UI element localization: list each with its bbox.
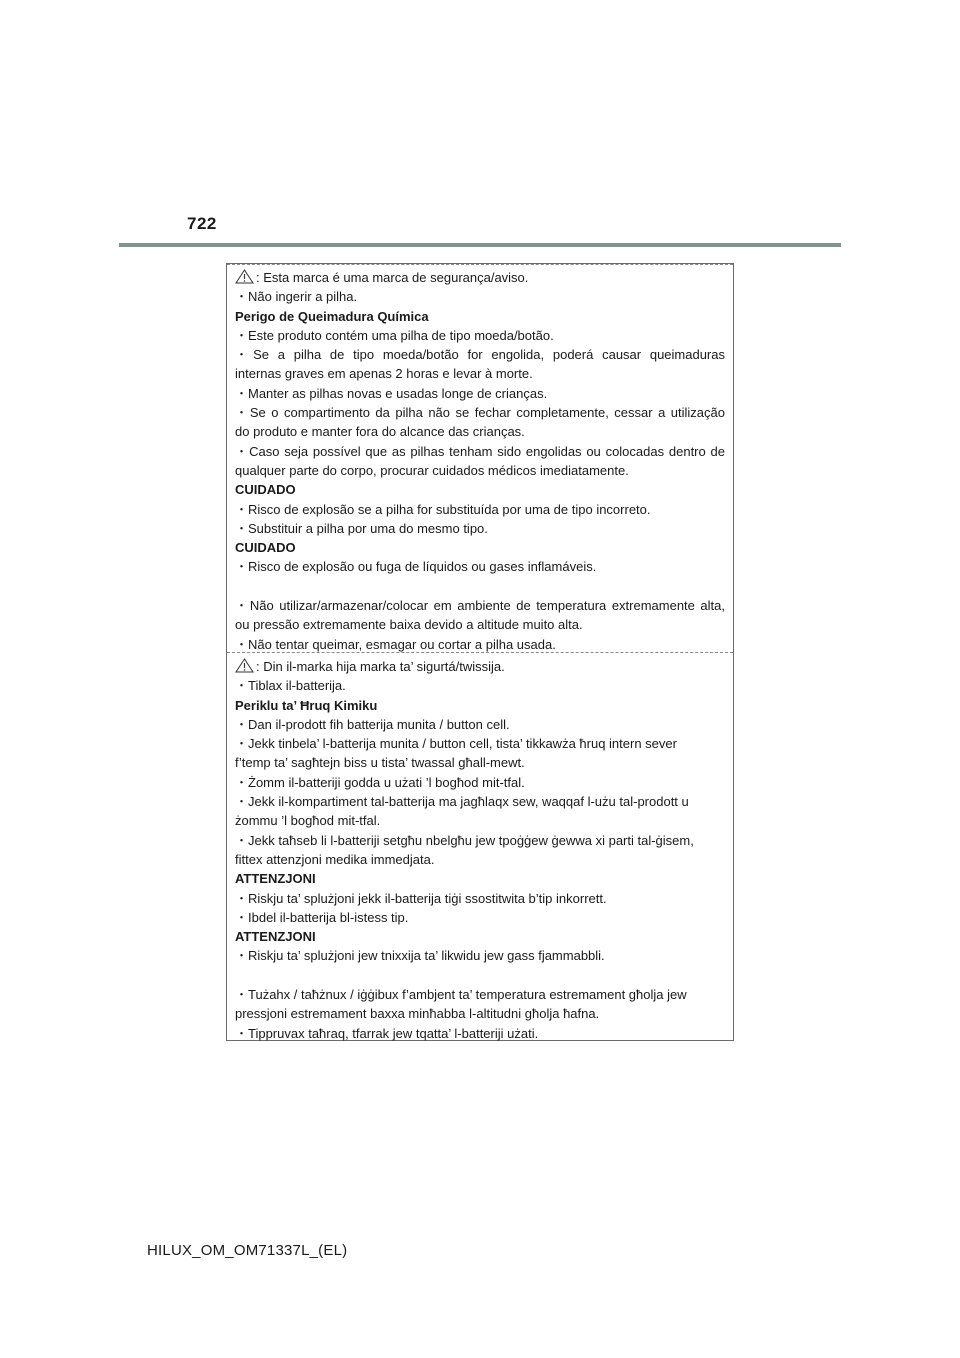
attention-heading: ATTENZJONI: [235, 871, 316, 887]
bullet-line: ・Não utilizar/armazenar/colocar em ambiente de temperatura extremamente alta,: [235, 598, 725, 614]
bullet-line: ・Tużahx / taħżnux / iġġibux f’ambjent ta’ temperatura estremament għolja jew: [235, 987, 687, 1003]
bullet-line: ・Żomm il-batteriji godda u użati ’l bogħod mit-tfal.: [235, 774, 525, 790]
bullet-line: ・Risco de explosão ou fuga de líquidos ou gases inflamáveis.: [235, 559, 597, 575]
blank-line: [235, 577, 725, 596]
bullet-line: ・Jekk il-kompartiment tal-batterija ma jagħlaqx sew, waqqaf l-użu tal-prodott u: [235, 794, 689, 810]
caution-heading: CUIDADO: [235, 540, 296, 556]
bullet-line: ・Riskju ta’ splużjoni jew tnixxija ta’ likwidu jew gass fjammabbli.: [235, 948, 605, 964]
bullet-line: ・Dan il-prodott fih batterija munita / button cell.: [235, 716, 510, 732]
battery-warning-box: [226, 263, 734, 1041]
bullet-line: ・Substituir a pilha por uma do mesmo tipo.: [235, 520, 488, 536]
portuguese-section: [235, 268, 725, 654]
bullet-line: ・Jekk tinbela’ l-batterija munita / button cell, tista’ tikkawża ħruq intern sever: [235, 736, 677, 752]
bullet-line: ・Manter as pilhas novas e usadas longe de crianças.: [235, 385, 548, 401]
section-heading: Periklu ta’ Ħruq Kimiku: [235, 697, 378, 713]
bullet-line: ・Jekk taħseb li l-batteriji setgħu nbelgħu jew tpoġġew ġewwa xi parti tal-ġisem,: [235, 832, 694, 848]
caution-heading: CUIDADO: [235, 482, 296, 498]
warning-triangle-icon: [235, 658, 254, 673]
continuation-line: ou pressão extremamente baixa devido a altitude muito alta.: [235, 617, 583, 633]
warning-mark-line: [235, 657, 725, 676]
warning-mark-text: : Din il-marka hija marka ta’ sigurtá/twissija.: [256, 659, 505, 674]
bullet-line: ・Não ingerir a pilha.: [235, 289, 358, 305]
bullet-line: ・Este produto contém uma pilha de tipo moeda/botão.: [235, 327, 554, 343]
blank-line: [235, 966, 725, 985]
warning-mark-text: : Esta marca é uma marca de segurança/aviso.: [256, 270, 529, 285]
warning-mark-line: [235, 268, 725, 287]
bullet-line: ・Tippruvax taħraq, tfarrak jew tqatta’ l-batteriji użati.: [235, 1025, 539, 1041]
continuation-line: internas graves em apenas 2 horas e levar à morte.: [235, 366, 533, 382]
header-rule: [119, 243, 841, 247]
section-heading: Perigo de Queimadura Química: [235, 308, 429, 324]
document-code-footer: HILUX_OM_OM71337L_(EL): [147, 1242, 348, 1259]
attention-heading: ATTENZJONI: [235, 929, 316, 945]
maltese-section: [235, 657, 725, 1043]
continuation-line: pressjoni estremament baxxa minħabba l-altitudni għolja ħafna.: [235, 1006, 600, 1022]
bullet-line: ・Tiblax il-batterija.: [235, 678, 346, 694]
continuation-line: fittex attenzjoni medika immedjata.: [235, 851, 435, 867]
bullet-line: ・Se a pilha de tipo moeda/botão for engolida, poderá causar queimaduras: [235, 347, 725, 363]
continuation-line: do produto e manter fora do alcance das crianças.: [235, 424, 525, 440]
bullet-line: ・Não tentar queimar, esmagar ou cortar a pilha usada.: [235, 636, 556, 652]
bullet-line: ・Se o compartimento da pilha não se fechar completamente, cessar a utilização: [235, 405, 725, 421]
continuation-line: qualquer parte do corpo, procurar cuidados médicos imediatamente.: [235, 462, 629, 478]
section-divider: [227, 652, 733, 653]
bullet-line: ・Riskju ta’ splużjoni jekk il-batterija tiġi ssostitwita b’tip inkorrett.: [235, 890, 607, 906]
bullet-line: ・Risco de explosão se a pilha for substituída por uma de tipo incorreto.: [235, 501, 651, 517]
warning-triangle-icon: [235, 269, 254, 284]
continuation-line: f’temp ta’ sagħtejn biss u tista’ twassal għall-mewt.: [235, 755, 525, 771]
page-number: 722: [187, 214, 217, 233]
top-dashed-rule: [227, 264, 733, 265]
continuation-line: żommu ’l bogħod mit-tfal.: [235, 813, 381, 829]
bullet-line: ・Caso seja possível que as pilhas tenham sido engolidas ou colocadas dentro de: [235, 443, 725, 459]
bullet-line: ・Ibdel il-batterija bl-istess tip.: [235, 909, 409, 925]
